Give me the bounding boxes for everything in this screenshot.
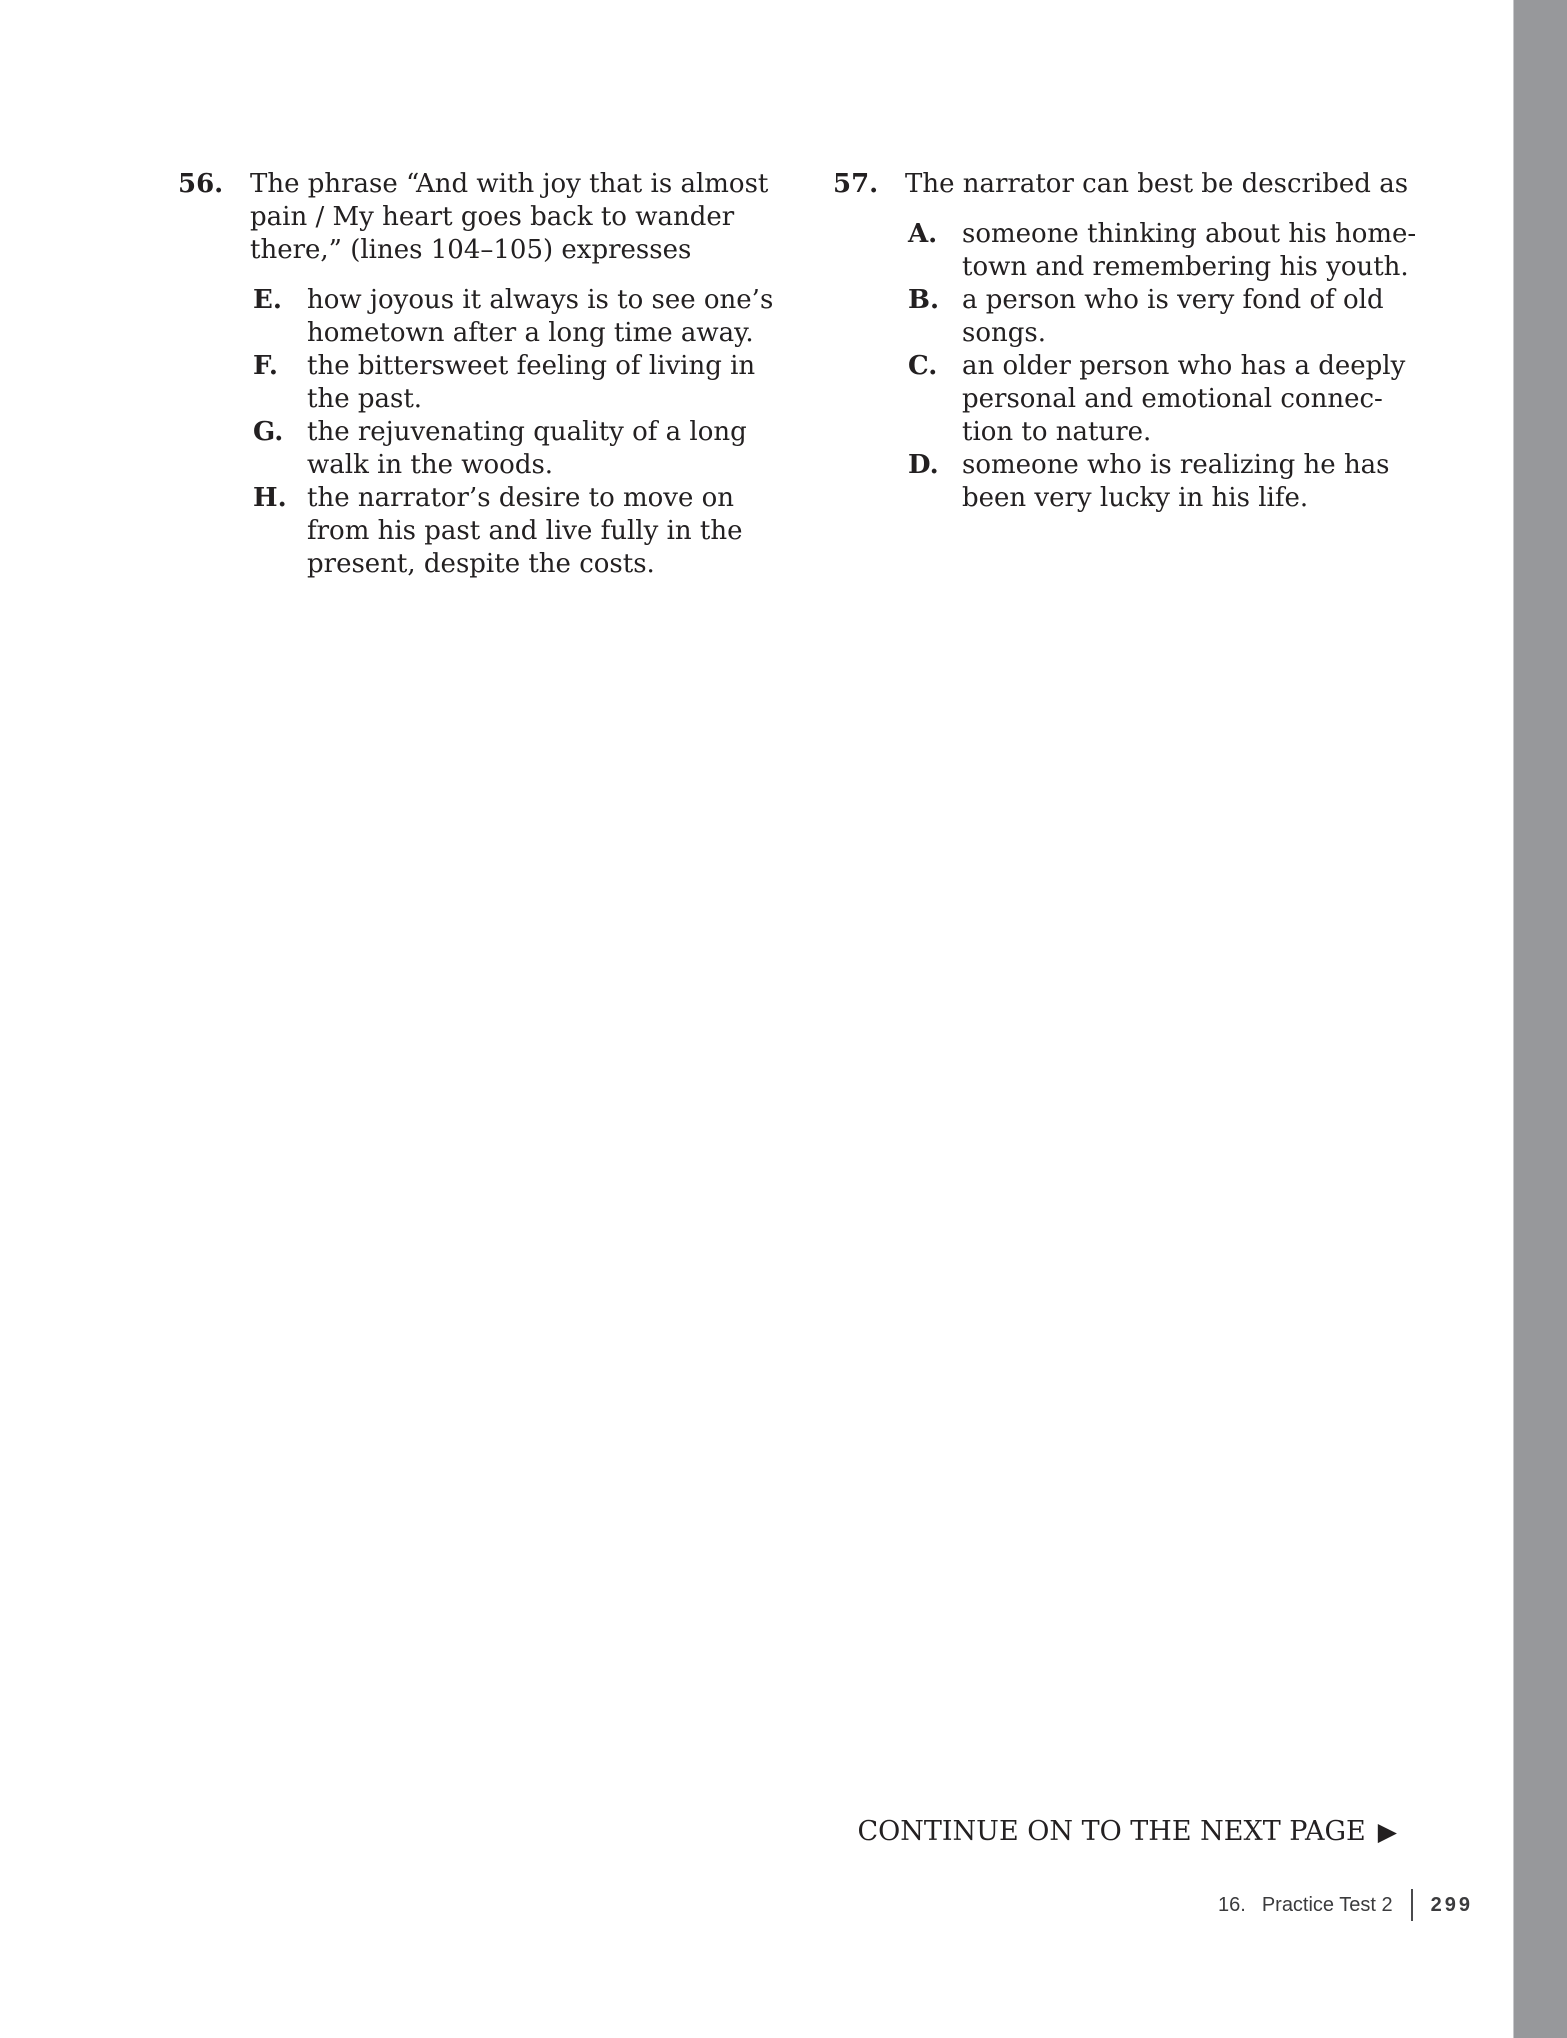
question-number: 56.: [178, 169, 224, 199]
answer-option-e: [253, 284, 792, 350]
question-57: [833, 168, 1422, 515]
footer-divider: [1411, 1889, 1413, 1921]
chapter-title: Practice Test 2: [1261, 1893, 1393, 1916]
option-letter: F.: [253, 351, 278, 381]
option-text: an older person who has a deeply personal and emotional connec-tion to nature.: [962, 351, 1406, 447]
option-text: someone who is realizing he has been very lucky in his life.: [962, 450, 1390, 513]
page-footer: [1218, 1889, 1473, 1921]
answer-option-d: [908, 449, 1422, 515]
option-letter: A.: [908, 219, 938, 249]
next-page-arrow-icon: ▶: [1377, 1817, 1397, 1846]
page-number: 299: [1430, 1893, 1473, 1916]
option-text: someone thinking about his home-town and remembering his youth.: [962, 219, 1417, 282]
answer-option-h: [253, 482, 792, 581]
question-57-stem: [833, 168, 1422, 201]
question-text: The phrase “And with joy that is almost pain / My heart goes back to wander there,” (lines 104–105) expresses: [250, 169, 769, 265]
question-56-stem: [178, 168, 792, 267]
option-letter: B.: [908, 285, 940, 315]
continue-next-page-notice: [857, 1817, 1397, 1847]
option-letter: H.: [253, 483, 287, 513]
answer-option-c: [908, 350, 1422, 449]
page-edge-tab: [1513, 0, 1567, 2038]
chapter-number: 16.: [1218, 1893, 1246, 1916]
option-text: the bittersweet feeling of living in the past.: [307, 351, 756, 414]
answer-option-a: [908, 218, 1422, 284]
option-letter: E.: [253, 285, 282, 315]
question-56: [178, 168, 792, 581]
option-text: a person who is very fond of old songs.: [962, 285, 1384, 348]
option-letter: C.: [908, 351, 938, 381]
answer-option-g: [253, 416, 792, 482]
question-text: The narrator can best be described as: [905, 169, 1409, 199]
question-number: 57.: [833, 169, 879, 199]
option-text: the narrator’s desire to move on from his past and live fully in the present, despite the costs.: [307, 483, 743, 579]
answer-option-f: [253, 350, 792, 416]
option-text: how joyous it always is to see one’s hometown after a long time away.: [307, 285, 774, 348]
question-57-options: [908, 218, 1422, 515]
option-text: the rejuvenating quality of a long walk in the woods.: [307, 417, 747, 480]
option-letter: G.: [253, 417, 284, 447]
continue-text: CONTINUE ON TO THE NEXT PAGE: [857, 1816, 1366, 1847]
question-56-options: [253, 284, 792, 581]
option-letter: D.: [908, 450, 939, 480]
answer-option-b: [908, 284, 1422, 350]
